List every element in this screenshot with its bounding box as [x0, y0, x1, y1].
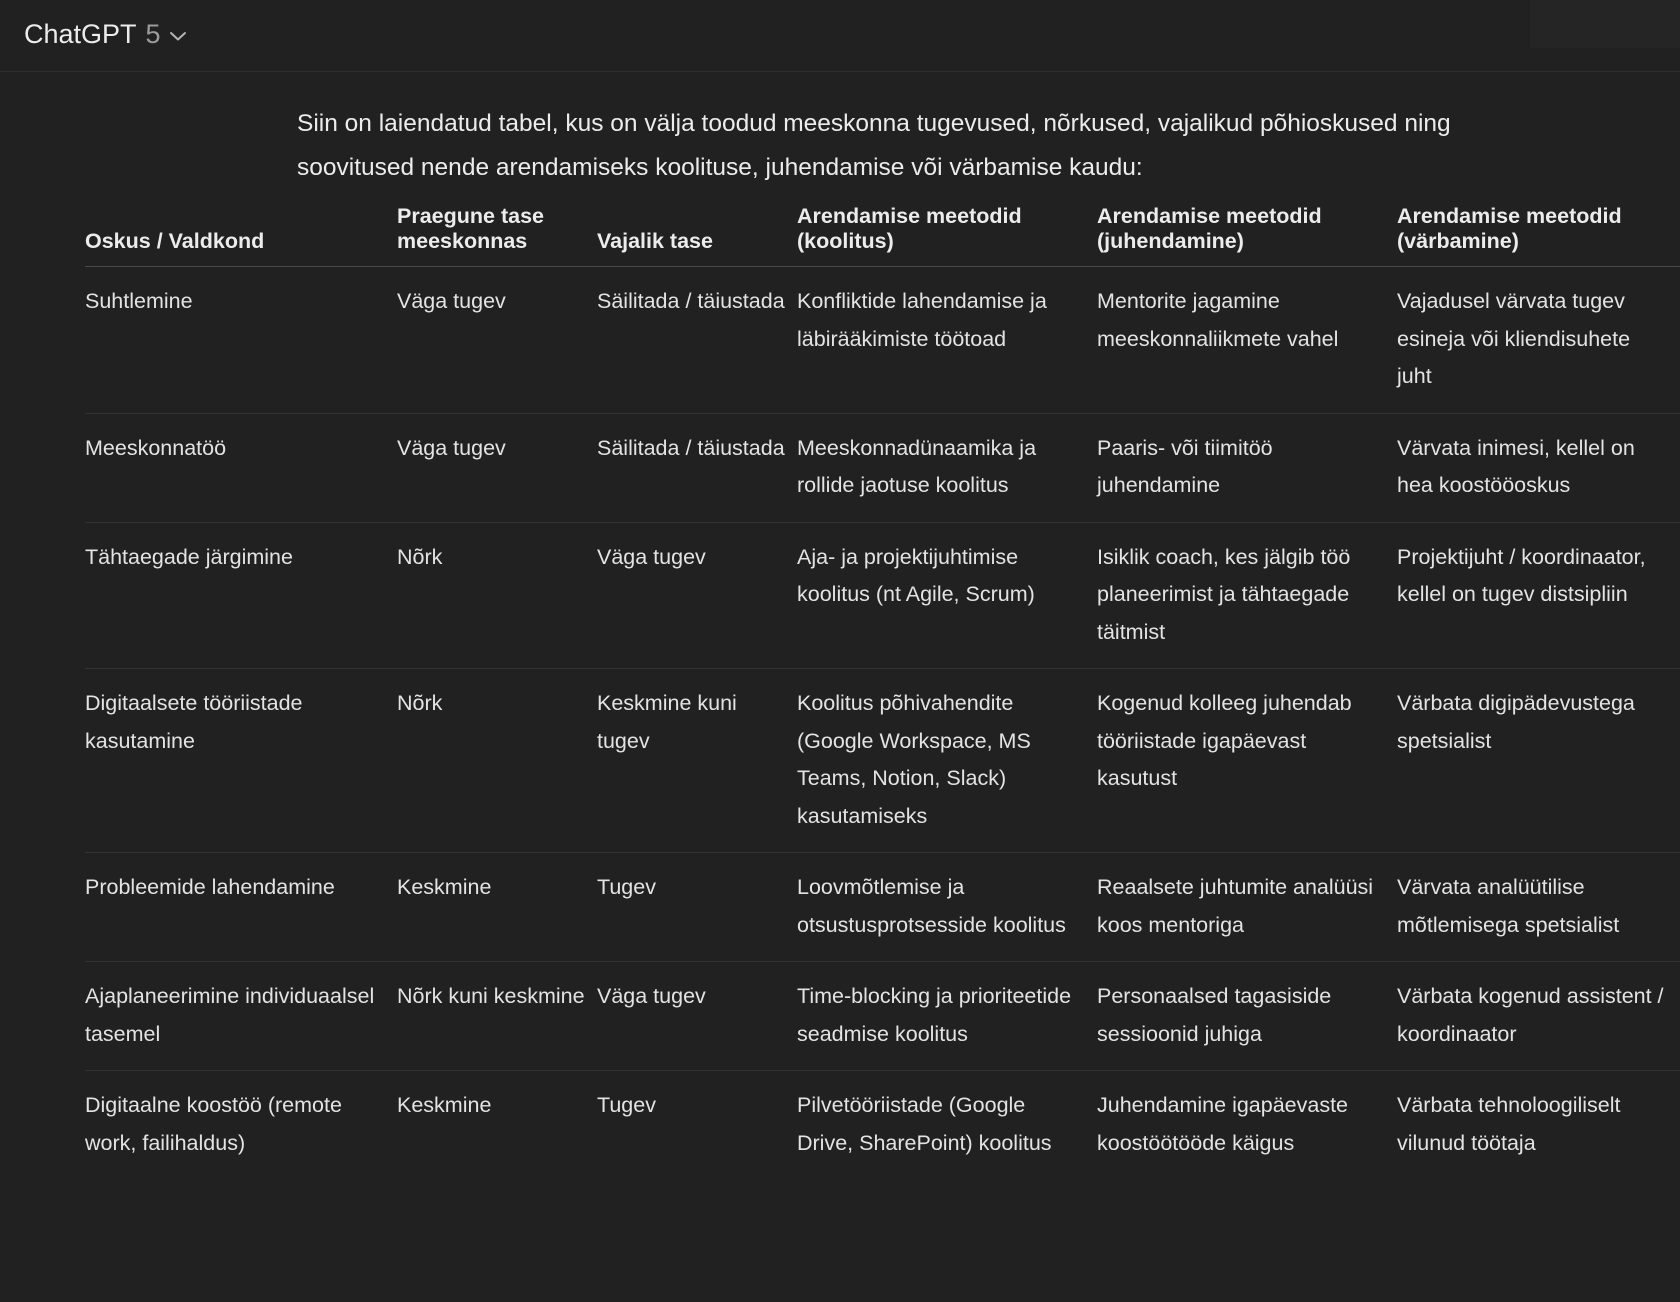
table-cell: Nõrk: [397, 522, 597, 669]
table-cell: Värvata analüütilise mõtlemisega spetsialist: [1397, 853, 1680, 962]
model-version: 5: [145, 18, 161, 49]
table-cell: Värbata kogenud assistent / koordinaator: [1397, 962, 1680, 1071]
table-cell: Keskmine: [397, 853, 597, 962]
table-cell: Säilitada / täiustada: [597, 267, 797, 414]
table-cell: Tähtaegade järgimine: [85, 522, 397, 669]
table-cell: Meeskonnatöö: [85, 413, 397, 522]
table-cell: Projektijuht / koordinaator, kellel on tugev distsipliin: [1397, 522, 1680, 669]
column-header: Praegune tase meeskonnas: [397, 204, 597, 267]
table-cell: Konfliktide lahendamise ja läbirääkimiste töötoad: [797, 267, 1097, 414]
table-cell: Värbata tehnoloogiliselt vilunud töötaja: [1397, 1093, 1621, 1155]
table-cell: Nõrk kuni keskmine: [397, 962, 597, 1071]
table-cell: Väga tugev: [597, 962, 797, 1071]
table-cell: Aja- ja projektijuhtimise koolitus (nt Agile, Scrum): [797, 522, 1097, 669]
table-cell: Ajaplaneerimine individuaalsel tasemel: [85, 962, 397, 1071]
table-cell: Mentorite jagamine meeskonnaliikmete vahel: [1097, 267, 1397, 414]
model-name: ChatGPT: [24, 18, 137, 49]
table-cell: Värbata digipädevustega spetsialist: [1397, 669, 1680, 853]
table-row: [85, 267, 1680, 414]
table-row: [85, 962, 1680, 1071]
table-cell: Värvata inimesi, kellel on hea koostööoskus: [1397, 413, 1680, 522]
table-cell: Säilitada / täiustada: [597, 413, 797, 522]
column-header: Arendamise meetodid (koolitus): [797, 204, 1097, 267]
top-bar: [0, 0, 1680, 72]
table-cell: Digitaalsete tööriistade kasutamine: [85, 669, 397, 853]
table-cell: Pilvetööriistade (Google Drive, SharePoint) koolitus: [797, 1093, 1052, 1155]
table-cell: Juhendamine igapäevaste koostöötööde käigus: [1097, 1093, 1349, 1155]
model-switcher-button[interactable]: [24, 14, 187, 54]
table-cell: Nõrk: [397, 669, 597, 853]
table-cell: Reaalsete juhtumite analüüsi koos mentoriga: [1097, 853, 1397, 962]
table-cell: Keskmine kuni tugev: [597, 669, 797, 853]
column-header: Arendamise meetodid (värbamine): [1397, 204, 1680, 267]
column-header: Vajalik tase: [597, 204, 797, 267]
table-cell: Digitaalne koostöö (remote work, failihaldus): [85, 1093, 342, 1155]
table-row: [85, 1071, 1680, 1180]
column-header: Arendamise meetodid (juhendamine): [1097, 204, 1397, 267]
table-cell: Suhtlemine: [85, 267, 397, 414]
table-cell: Tugev: [597, 853, 797, 962]
table-row: [85, 853, 1680, 962]
table-header-row: [85, 204, 1680, 267]
table-cell: Vajadusel värvata tugev esineja või kliendisuhete juht: [1397, 267, 1680, 414]
column-header: Oskus / Valdkond: [85, 204, 397, 267]
table-cell: Tugev: [597, 1093, 656, 1117]
table-cell: Keskmine: [397, 1093, 492, 1117]
table-cell: Väga tugev: [397, 267, 597, 414]
table-cell: Väga tugev: [397, 413, 597, 522]
table-cell: Paaris- või tiimitöö juhendamine: [1097, 413, 1397, 522]
table-row: [85, 669, 1680, 853]
table-row: [85, 413, 1680, 522]
table-cell: Probleemide lahendamine: [85, 853, 397, 962]
table-cell: Loovmõtlemise ja otsustusprotsesside koolitus: [797, 853, 1097, 962]
table-cell: Personaalsed tagasiside sessioonid juhiga: [1097, 962, 1397, 1071]
table-row: [85, 522, 1680, 669]
assistant-message-intro: Siin on laiendatud tabel, kus on välja toodud meeskonna tugevused, nõrkused, vajalikud põhioskused ning soovitused nende arendamiseks koolituse, juhendamise või värbamise kaudu:: [297, 110, 1451, 181]
topbar-actions-area: [1530, 0, 1680, 48]
table-cell: Kogenud kolleeg juhendab tööriistade igapäevast kasutust: [1097, 669, 1397, 853]
table-cell: Väga tugev: [597, 522, 797, 669]
skills-table: [85, 204, 1680, 1179]
table-cell: Time-blocking ja prioriteetide seadmise koolitus: [797, 962, 1097, 1071]
table-cell: Koolitus põhivahendite (Google Workspace, MS Teams, Notion, Slack) kasutamiseks: [797, 669, 1097, 853]
chevron-down-icon: [169, 30, 187, 42]
table-cell: Isiklik coach, kes jälgib töö planeerimist ja tähtaegade täitmist: [1097, 522, 1397, 669]
table-cell: Meeskonnadünaamika ja rollide jaotuse koolitus: [797, 413, 1097, 522]
